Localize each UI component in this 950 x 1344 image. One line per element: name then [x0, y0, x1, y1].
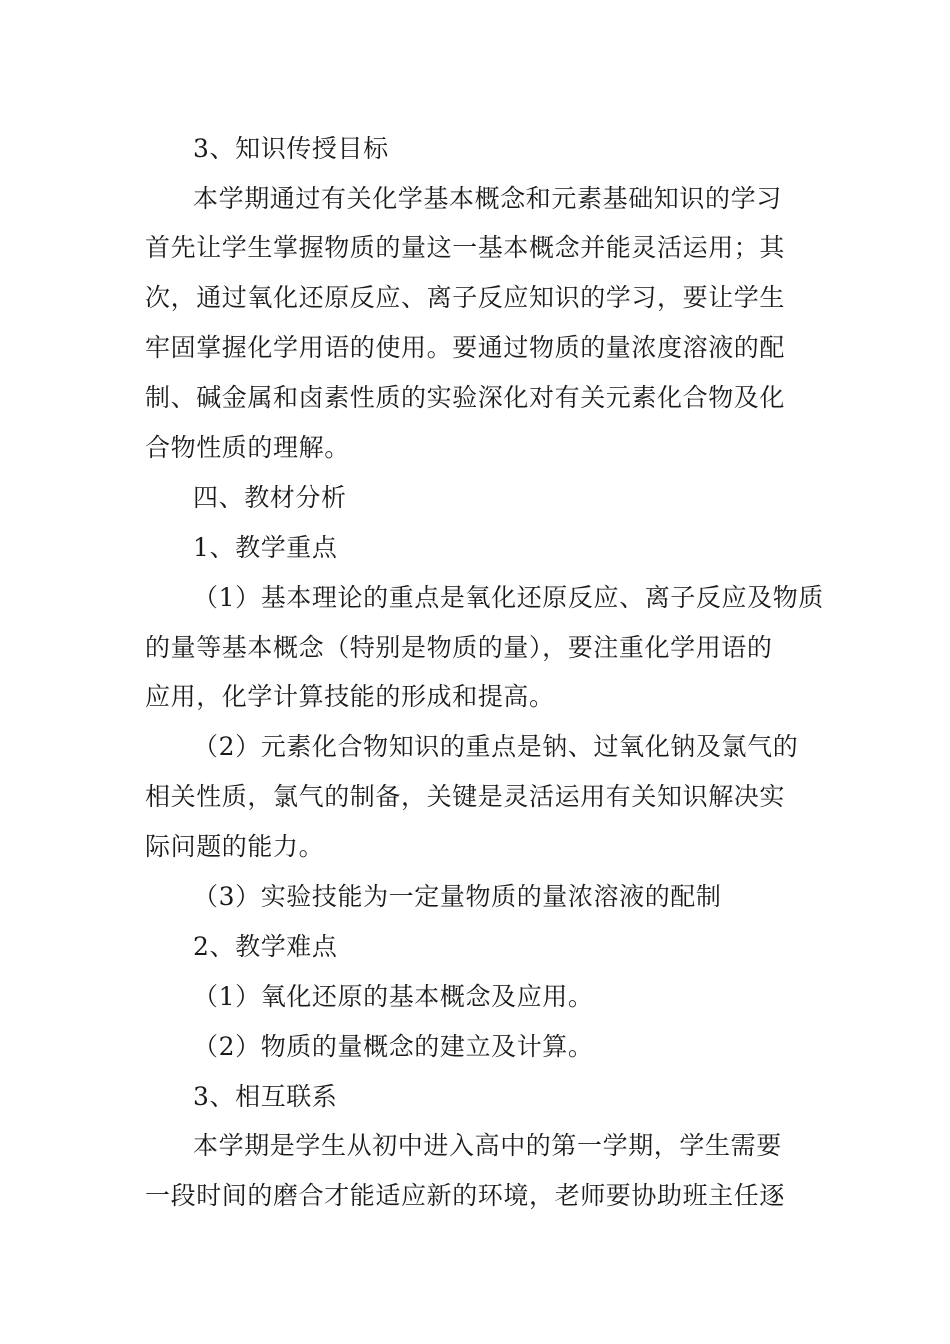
paragraph-line: 本学期是学生从初中进入高中的第一学期，学生需要: [193, 1131, 782, 1160]
paragraph-line: 相关性质，氯气的制备，关键是灵活运用有关知识解决实: [145, 782, 786, 811]
heading-teaching-difficulty: 2、教学难点: [193, 932, 338, 961]
paragraph-line: 一段时间的磨合才能适应新的环境，老师要协助班主任逐: [145, 1181, 786, 1210]
paragraph-line: 次，通过氧化还原反应、离子反应知识的学习，要让学生: [145, 283, 786, 312]
paragraph-line: 制、碱金属和卤素性质的实验深化对有关元素化合物及化: [145, 383, 786, 412]
heading-textbook-analysis: 四、教材分析: [193, 483, 347, 512]
heading-mutual-connection: 3、相互联系: [193, 1082, 338, 1111]
paragraph-line: 应用，化学计算技能的形成和提高。: [145, 682, 555, 711]
paragraph-line: （3）实验技能为一定量物质的量浓溶液的配制: [193, 882, 722, 911]
heading-teaching-focus: 1、教学重点: [193, 533, 338, 562]
paragraph-line: 际问题的能力。: [145, 832, 325, 861]
paragraph-line: 合物性质的理解。: [145, 433, 350, 462]
list-item: （2）物质的量概念的建立及计算。: [193, 1032, 594, 1061]
heading-knowledge-goal: 3、知识传授目标: [193, 134, 389, 163]
paragraph-line: 牢固掌握化学用语的使用。要通过物质的量浓度溶液的配: [145, 333, 786, 362]
list-item: （1）氧化还原的基本概念及应用。: [193, 982, 594, 1011]
paragraph-line: 的量等基本概念（特别是物质的量），要注重化学用语的: [145, 633, 773, 662]
paragraph-line: 本学期通过有关化学基本概念和元素基础知识的学习: [193, 184, 782, 213]
paragraph-line: （1）基本理论的重点是氧化还原反应、离子反应及物质: [193, 583, 824, 612]
paragraph-line: （2）元素化合物知识的重点是钠、过氧化钠及氯气的: [193, 732, 799, 761]
paragraph-line: 首先让学生掌握物质的量这一基本概念并能灵活运用；其: [145, 233, 786, 262]
